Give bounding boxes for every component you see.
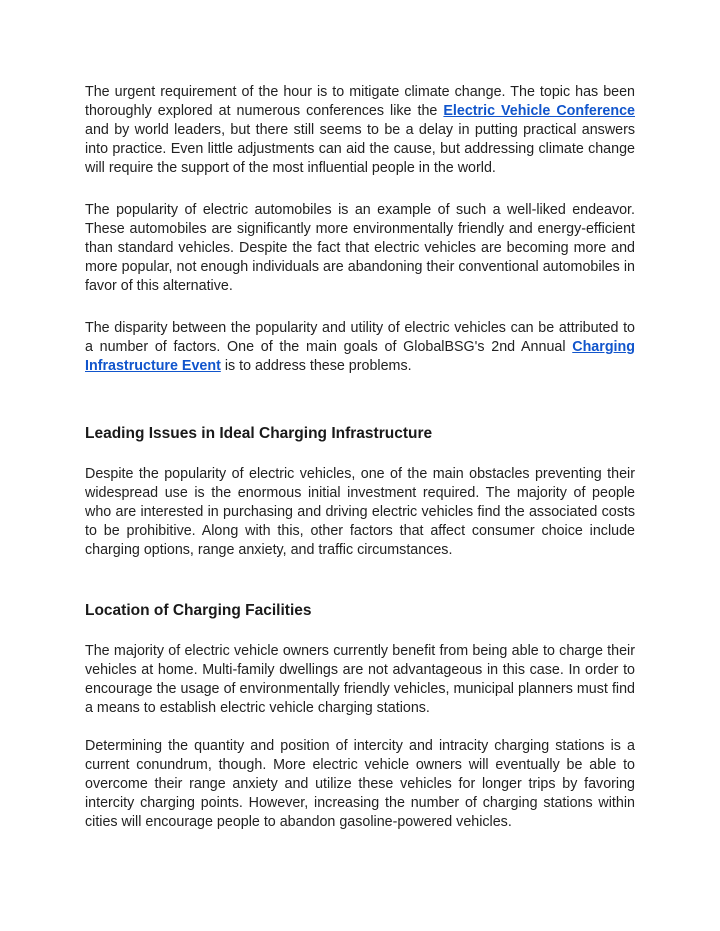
charging-infrastructure-event-link[interactable]: Charging Infrastructure Event bbox=[85, 339, 635, 374]
electric-vehicle-conference-link[interactable]: Electric Vehicle Conference bbox=[443, 103, 635, 119]
intro-text-start: The urgent requirement of the hour is to mitigate climate change. The topic has been thoroughly explored at numerous conferences like the bbox=[85, 84, 635, 119]
disparity-paragraph bbox=[85, 319, 635, 376]
location-heading: Location of Charging Facilities bbox=[85, 602, 312, 619]
disparity-text-start: The disparity between the popularity and utility of electric vehicles can be attributed to a number of factors. One of the main goals of GlobalBSG's 2nd Annual bbox=[85, 320, 635, 355]
intro-paragraph bbox=[85, 83, 635, 178]
location-paragraph-1: The majority of electric vehicle owners currently benefit from being able to charge their vehicles at home. Multi-family dwellings are not advantageous in this case. In order to encourage the usage of environmentally friendly vehicles, municipal planners must find a means to establish electric vehicle charging stations. bbox=[85, 643, 635, 716]
location-paragraph-2: Determining the quantity and position of intercity and intracity charging stations is a current conundrum, though. More electric vehicle owners will eventually be able to overcome their range anxiety and utilize these vehicles for longer trips by favoring intercity charging points. However, increasing the number of charging stations within cities will encourage people to abandon gasoline-powered vehicles. bbox=[85, 738, 635, 830]
disparity-text-end: is to address these problems. bbox=[220, 358, 412, 374]
intro-text-end: and by world leaders, but there still seems to be a delay in putting practical answers into practice. Even little adjustments can aid the cause, but addressing climate change will require the support of the most influential people in the world. bbox=[85, 122, 635, 176]
document-page bbox=[85, 83, 635, 832]
issues-heading: Leading Issues in Ideal Charging Infrastructure bbox=[85, 425, 433, 442]
issues-paragraph: Despite the popularity of electric vehicles, one of the main obstacles preventing their widespread use is the enormous initial investment required. The majority of people who are interested in purchasing and driving electric vehicles find the associated costs to be prohibitive. Along with this, other factors that affect consumer choice include charging options, range anxiety, and traffic circumstances. bbox=[85, 466, 635, 558]
popularity-paragraph: The popularity of electric automobiles is an example of such a well-liked endeavor. These automobiles are significantly more environmentally friendly and energy-efficient than standard vehicles. Despite the fact that electric vehicles are becoming more and more popular, not enough individuals are abandoning their conventional automobiles in favor of this alternative. bbox=[85, 202, 635, 294]
